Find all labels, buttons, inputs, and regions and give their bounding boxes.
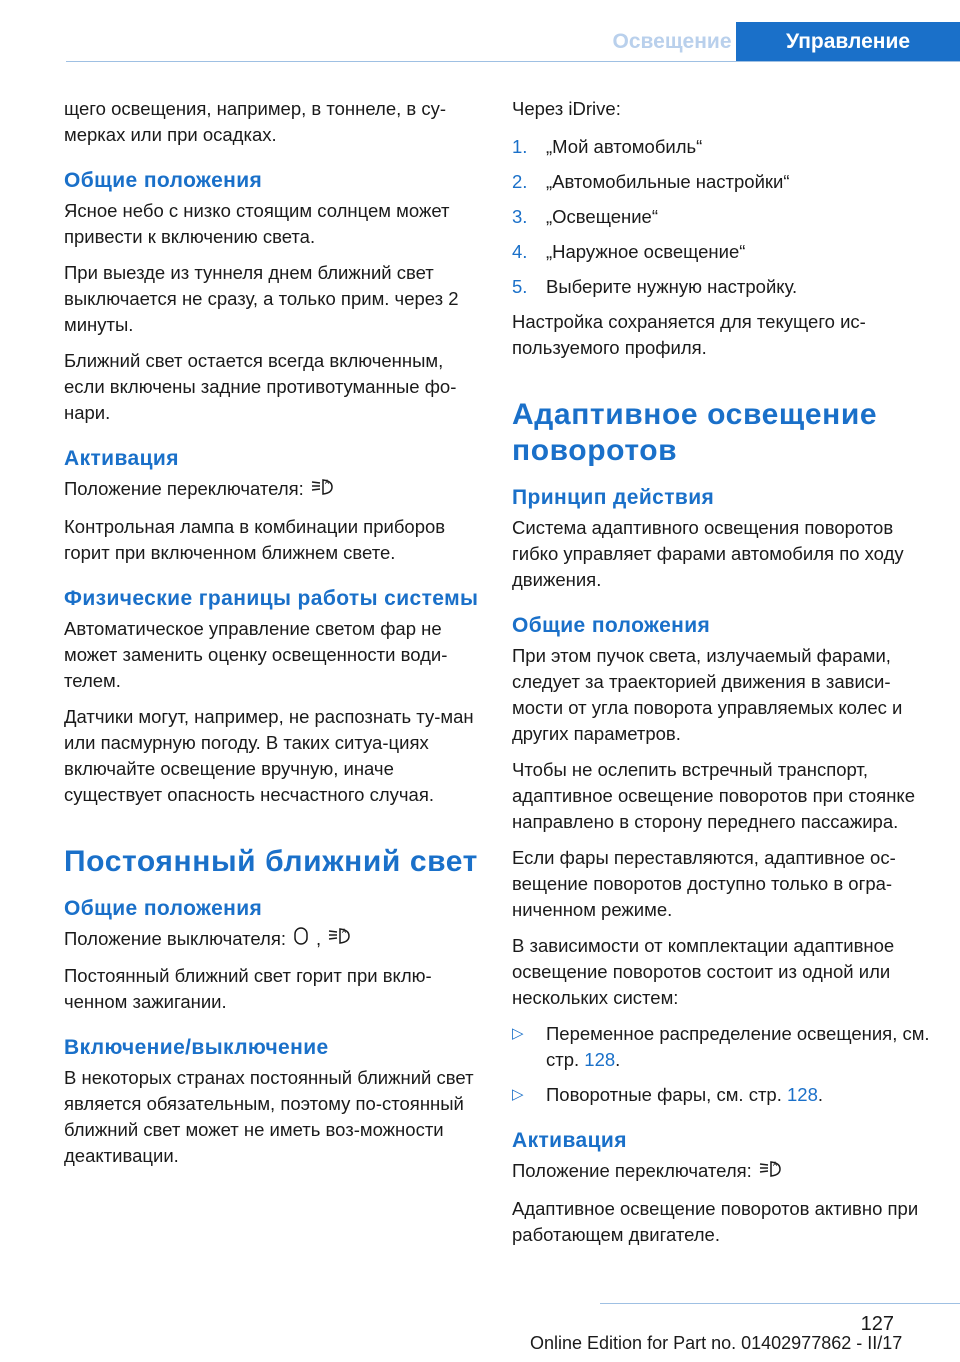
triangle-bullet-icon: ▷ <box>512 1086 524 1103</box>
svg-text:A: A <box>324 478 329 486</box>
auto-headlight-icon <box>310 477 334 504</box>
bullet-end: . <box>615 1049 621 1070</box>
paragraph: В зависимости от комплектации адаптивное освещение поворотов состоит из одной или нескольких систем: <box>512 935 895 1008</box>
header-tabs <box>608 22 960 62</box>
auto-headlight-icon <box>758 1159 782 1186</box>
paragraph: Постоянный ближний свет горит при вклю-ченном зажигании. <box>64 965 432 1013</box>
svg-text:A: A <box>342 928 347 936</box>
tab-controls[interactable]: Управление <box>736 22 960 62</box>
list-item <box>512 274 932 300</box>
section-heading: Включение/выключение <box>64 1036 329 1060</box>
list-item <box>512 1021 932 1073</box>
page-reference-link[interactable]: 128 <box>787 1084 818 1105</box>
svg-text:A: A <box>772 1160 777 1168</box>
switch-position-line <box>64 926 482 954</box>
step-number: 1. <box>512 136 528 157</box>
list-item <box>512 169 932 195</box>
header-divider <box>66 61 960 62</box>
list-item <box>512 204 932 230</box>
parking-light-icon <box>292 926 310 953</box>
paragraph: Датчики могут, например, не распознать ту-ман или пасмурную погоду. В таких ситуа-циях включайте освещение вручную, иначе существует опасность несчастного случая. <box>64 705 474 805</box>
paragraph-text: Положение выключателя: <box>64 927 287 949</box>
paragraph: При этом пучок света, излучаемый фарами, следует за траекторией движения в зависи-мости от угла поворота управляемых колес и других параметров. <box>512 645 903 744</box>
paragraph: Если фары переставляются, адаптивное ос-вещение поворотов доступно только в огра-ниченном режиме. <box>512 847 896 920</box>
section-heading: Общие положения <box>64 896 263 920</box>
bullet-label: Поворотные фары, см. стр. <box>546 1084 782 1105</box>
tab-lighting[interactable]: Освещение <box>608 22 736 62</box>
section-heading: Активация <box>512 1129 627 1152</box>
step-number: 4. <box>512 241 528 262</box>
edition-footer: Online Edition for Part no. 01402977862 - II/17 <box>530 1333 903 1353</box>
paragraph: В некоторых странах постоянный ближний свет является обязательным, поэтому по-стоянный ближний свет может не иметь воз-можности деактивации. <box>64 1067 474 1167</box>
paragraph: Автоматическое управление светом фар не может заменить оценку освещенности води-телем. <box>64 617 448 691</box>
step-number: 3. <box>512 206 528 227</box>
list-item <box>512 134 932 160</box>
paragraph: Настройка сохраняется для текущего ис-пользуемого профиля. <box>512 311 866 358</box>
chapter-heading: Постоянный ближний свет <box>64 844 478 878</box>
paragraph-text: Положение переключателя: <box>512 1160 752 1181</box>
switch-position-line <box>512 1158 932 1186</box>
list-item <box>512 239 932 265</box>
auto-headlight-icon <box>327 926 351 953</box>
right-column <box>512 96 932 1258</box>
paragraph: Ясное небо с низко стоящим солнцем может привести к включению света. <box>64 200 450 247</box>
bullet-text <box>546 1082 823 1108</box>
step-text: Выберите нужную настройку. <box>546 276 798 297</box>
paragraph: щего освещения, например, в тоннеле, в су-мерках или при осадках. <box>64 98 447 145</box>
paragraph-text: Положение переключателя: <box>64 478 304 499</box>
switch-position-line <box>64 476 482 504</box>
bullet-text <box>546 1021 932 1073</box>
page-number: 127 <box>860 1313 894 1335</box>
step-text: „Мой автомобиль“ <box>546 136 703 157</box>
step-text: „Освещение“ <box>546 206 659 227</box>
paragraph: При выезде из туннеля днем ближний свет выключается не сразу, а только прим. через 2 минуты. <box>64 262 459 335</box>
chapter-heading: Адаптивное освещение поворотов <box>512 398 878 467</box>
left-column <box>64 96 482 1179</box>
triangle-bullet-icon: ▷ <box>512 1025 524 1042</box>
bullet-end: . <box>817 1084 824 1105</box>
page-reference-link[interactable]: 128 <box>584 1049 616 1070</box>
section-heading: Общие положения <box>512 614 711 637</box>
section-heading: Физические границы работы системы <box>64 586 479 610</box>
list-item <box>512 1082 932 1108</box>
footer-divider <box>600 1303 960 1304</box>
paragraph: Система адаптивного освещения поворотов гибко управляет фарами автомобиля по ходу движения. <box>512 517 904 590</box>
step-number: 5. <box>512 276 528 297</box>
systems-bullet-list <box>512 1021 932 1108</box>
step-text: „Наружное освещение“ <box>546 241 746 262</box>
paragraph: Через iDrive: <box>512 98 621 119</box>
step-text: „Автомобильные настройки“ <box>546 171 790 192</box>
paragraph: Адаптивное освещение поворотов активно при работающем двигателе. <box>512 1197 919 1245</box>
separator: , <box>316 927 322 949</box>
step-number: 2. <box>512 171 528 192</box>
paragraph: Ближний свет остается всегда включенным, если включены задние противотуманные фо-нари. <box>64 350 457 423</box>
bullet-label: Переменное распределение освещения, см. стр. <box>546 1023 930 1070</box>
paragraph: Чтобы не ослепить встречный транспорт, адаптивное освещение поворотов при стоянке направлено в сторону переднего пассажира. <box>512 759 916 832</box>
section-heading: Принцип действия <box>512 486 715 509</box>
section-heading: Активация <box>64 447 179 470</box>
idrive-steps-list <box>512 134 932 300</box>
section-heading: Общие положения <box>64 169 263 192</box>
paragraph: Контрольная лампа в комбинации приборов горит при включенном ближнем свете. <box>64 515 446 563</box>
